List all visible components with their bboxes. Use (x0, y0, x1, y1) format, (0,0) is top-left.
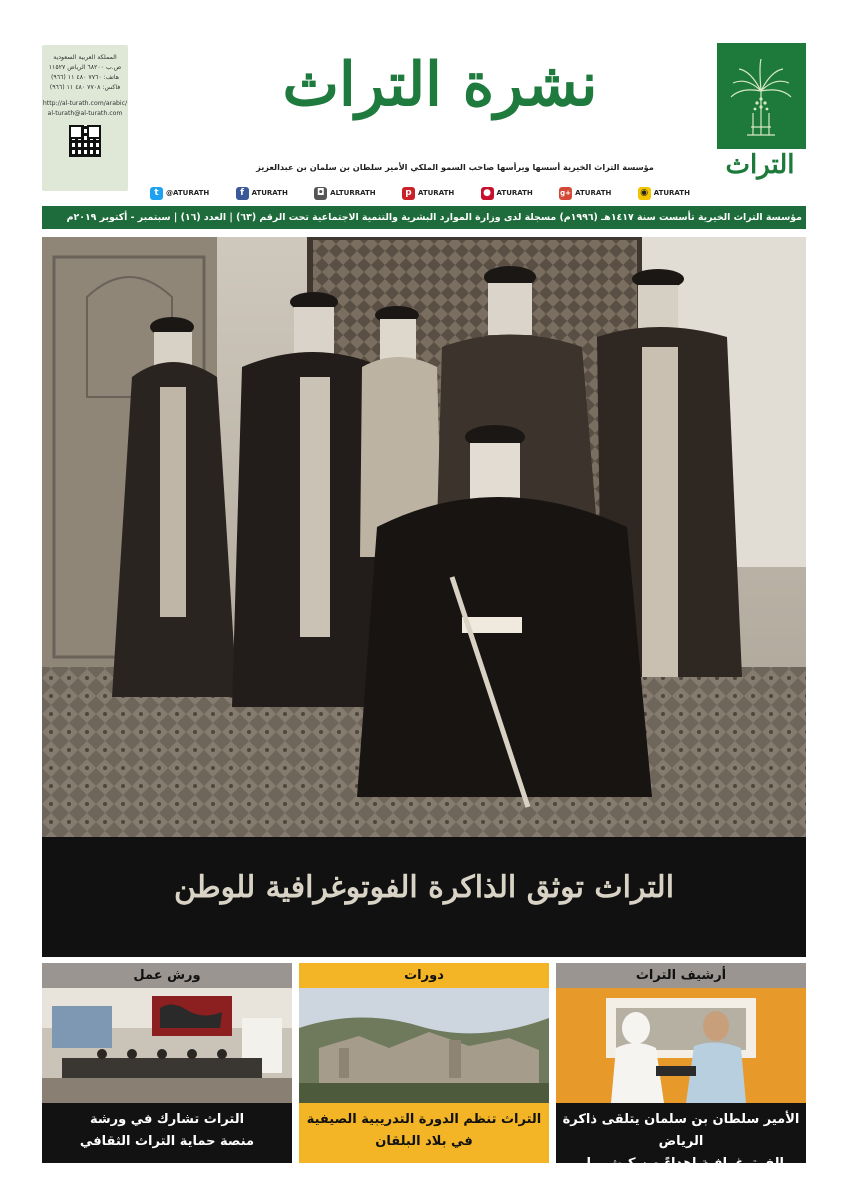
newsletter-subtitle: مؤسسة التراث الخيرية أسسها ويرأسها صاحب السمو الملكي الأمير سلطان بن سلمان بن عبدالعزيز (256, 162, 654, 172)
social-handle: ATURATH (496, 189, 533, 197)
google-plus-icon: g+ (559, 187, 572, 200)
tile-workshops[interactable] (42, 963, 292, 1163)
contact-website[interactable]: http://al-turath.com/arabic/ (42, 100, 128, 107)
social-handle: ATURATH (575, 189, 612, 197)
tile-courses[interactable] (299, 963, 549, 1163)
tile-tag: أرشيف التراث (556, 963, 806, 988)
facebook-icon: f (236, 187, 249, 200)
tile-caption: التراث تنظم الدورة التدريبية الصيفية في بلاد البلقان (299, 1103, 549, 1163)
social-snapchat[interactable] (638, 187, 690, 200)
tile-archive[interactable] (556, 963, 806, 1171)
main-photo (42, 237, 806, 837)
info-band-text: مؤسسة التراث الخيرية تأسست سنة ١٤١٧هـ (١٩٩٦م) مسجلة لدى وزارة الموارد البشرية والتنمية الاجتماعية تحت الرقم (٦٣) | العدد (١٦) | سبتمبر - أكتوبر ٢٠١٩م (66, 212, 802, 223)
social-handle: ATURATH (251, 189, 288, 197)
headline-text[interactable]: التراث توثق الذاكرة الفوتوغرافية للوطن (173, 870, 675, 905)
contact-phone: هاتف: ٧٧٦٠ ٤٨٠ ١١ (٩٦٦) (51, 74, 119, 81)
qr-code[interactable] (69, 125, 101, 157)
apple-icon: ● (481, 187, 494, 200)
workshop-photo (42, 988, 292, 1103)
twitter-icon: t (150, 187, 163, 200)
social-facebook[interactable] (236, 187, 288, 200)
social-handle: ATURATH (653, 189, 690, 197)
courses-photo (299, 988, 549, 1103)
social-links (150, 185, 690, 201)
instagram-icon: ◘ (314, 187, 327, 200)
social-apple[interactable] (481, 187, 533, 200)
social-handle: ALTURRATH (330, 189, 376, 197)
social-google-plus[interactable] (559, 187, 611, 200)
tile-tag: ورش عمل (42, 963, 292, 988)
contact-pobox: ص.ب ٦٨٢٠٠ الرياض ١١٥٢٧ (48, 64, 122, 71)
social-handle: @ATURATH (166, 189, 210, 197)
pinterest-icon: p (402, 187, 415, 200)
archive-photo (556, 988, 806, 1103)
palm-emblem-icon (717, 43, 806, 149)
social-pinterest[interactable] (402, 187, 454, 200)
social-handle: ATURATH (417, 189, 455, 197)
tile-tag: دورات (299, 963, 549, 988)
contact-country: المملكة العربية السعودية (53, 54, 117, 61)
social-twitter[interactable] (150, 187, 209, 200)
tile-caption: الأمير سلطان بن سلمان يتلقى ذاكرة الرياض الفوتوغرافية إهداءً من كيث ويلر (556, 1103, 806, 1163)
social-instagram[interactable] (314, 187, 375, 200)
newsletter-title: نشرة التراث (282, 50, 598, 120)
logo-wordmark: التراث (725, 150, 795, 180)
tile-caption: التراث تشارك في ورشة منصة حماية التراث الثقافي (42, 1103, 292, 1163)
contact-box (42, 45, 128, 191)
turath-logo (717, 43, 806, 149)
contact-fax: فاكس: ٧٧٠٨ ٤٨٠ ١١ (٩٦٦) (49, 84, 121, 91)
contact-email[interactable]: al-turath@al-turath.com (47, 110, 123, 117)
snapchat-icon: ◉ (638, 187, 651, 200)
